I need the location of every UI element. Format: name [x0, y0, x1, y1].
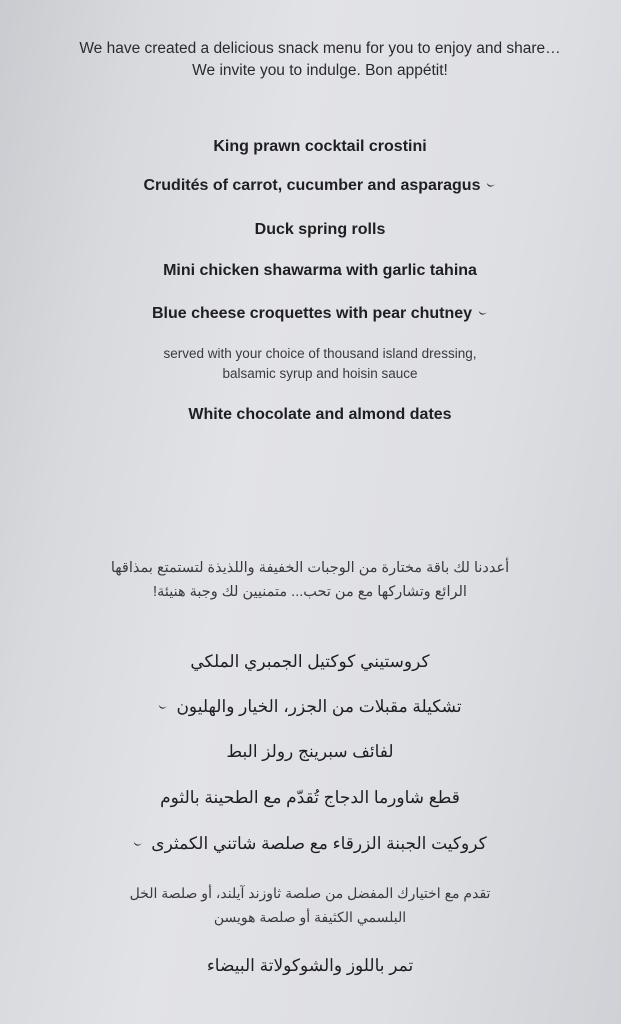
menu-item-label: Duck spring rolls: [254, 221, 386, 238]
menu-item-label: كروكيت الجبنة الزرقاء مع صلصة شاتني الكمثرى: [151, 834, 487, 853]
arabic-menu-item-chicken-shawarma: [10, 788, 610, 808]
arabic-sauces-note: [10, 881, 610, 929]
arabic-menu-item-crudites: [10, 697, 610, 717]
leaf-icon: [133, 841, 143, 848]
arabic-intro: [30, 556, 590, 604]
menu-item-label: Crudités of carrot, cucumber and asparagus: [143, 177, 481, 194]
menu-item-chicken-shawarma: [20, 262, 620, 280]
menu-item-label: كروستيني كوكتيل الجمبري الملكي: [190, 652, 430, 671]
arabic-intro-line-1: أعددنا لك باقة مختارة من الوجبات الخفيفة واللذيذة لتستمتع بمذاقها: [110, 560, 510, 576]
menu-item-prawn-crostini: [20, 138, 620, 156]
arabic-intro-line-2: الرائع وتشاركها مع من تحب... متمنيين لك وجبة هنيئة!: [153, 584, 467, 600]
menu-item-label: تشكيلة مقبلات من الجزر، الخيار والهليون: [176, 697, 462, 716]
menu-item-label: Mini chicken shawarma with garlic tahina: [163, 262, 477, 279]
leaf-icon: [478, 310, 488, 317]
arabic-sauces-note-line-1: تقدم مع اختيارك المفضل من صلصة ثاوزند آيلند، أو صلصة الخل: [129, 885, 491, 901]
intro-line-1: We have created a delicious snack menu for you to enjoy and share…: [79, 40, 561, 57]
menu-item-label: لفائف سبرينج رولز البط: [226, 742, 394, 761]
arabic-menu-item-duck-rolls: [10, 742, 610, 762]
arabic-sauces-note-line-2: البلسمي الكثيفة أو صلصة هويسن: [213, 909, 407, 925]
intro-line-2: We invite you to indulge. Bon appétit!: [192, 62, 448, 79]
sauces-note: [20, 344, 620, 384]
menu-item-label: White chocolate and almond dates: [188, 406, 452, 423]
sauces-note-line-2: balsamic syrup and hoisin sauce: [222, 366, 418, 381]
menu-item-blue-cheese-croquettes: [20, 305, 620, 323]
menu-item-label: تمر باللوز والشوكولاتة البيضاء: [206, 956, 414, 975]
menu-item-label: Blue cheese croquettes with pear chutney: [151, 305, 473, 322]
menu-item-label: قطع شاورما الدجاج تُقدّم مع الطحينة بالثوم: [160, 788, 460, 807]
english-intro: [40, 38, 600, 82]
arabic-menu-item-blue-cheese-croquettes: [10, 834, 610, 854]
menu-item-chocolate-dates: [20, 406, 620, 424]
menu-item-duck-rolls: [20, 221, 620, 239]
leaf-icon: [158, 704, 168, 711]
arabic-menu-item-prawn-crostini: [10, 652, 610, 672]
menu-item-crudites: [20, 177, 620, 195]
leaf-icon: [486, 182, 496, 189]
sauces-note-line-1: served with your choice of thousand island dressing,: [163, 346, 477, 361]
menu-item-label: King prawn cocktail crostini: [213, 138, 427, 155]
arabic-menu-item-chocolate-dates: [10, 956, 610, 976]
